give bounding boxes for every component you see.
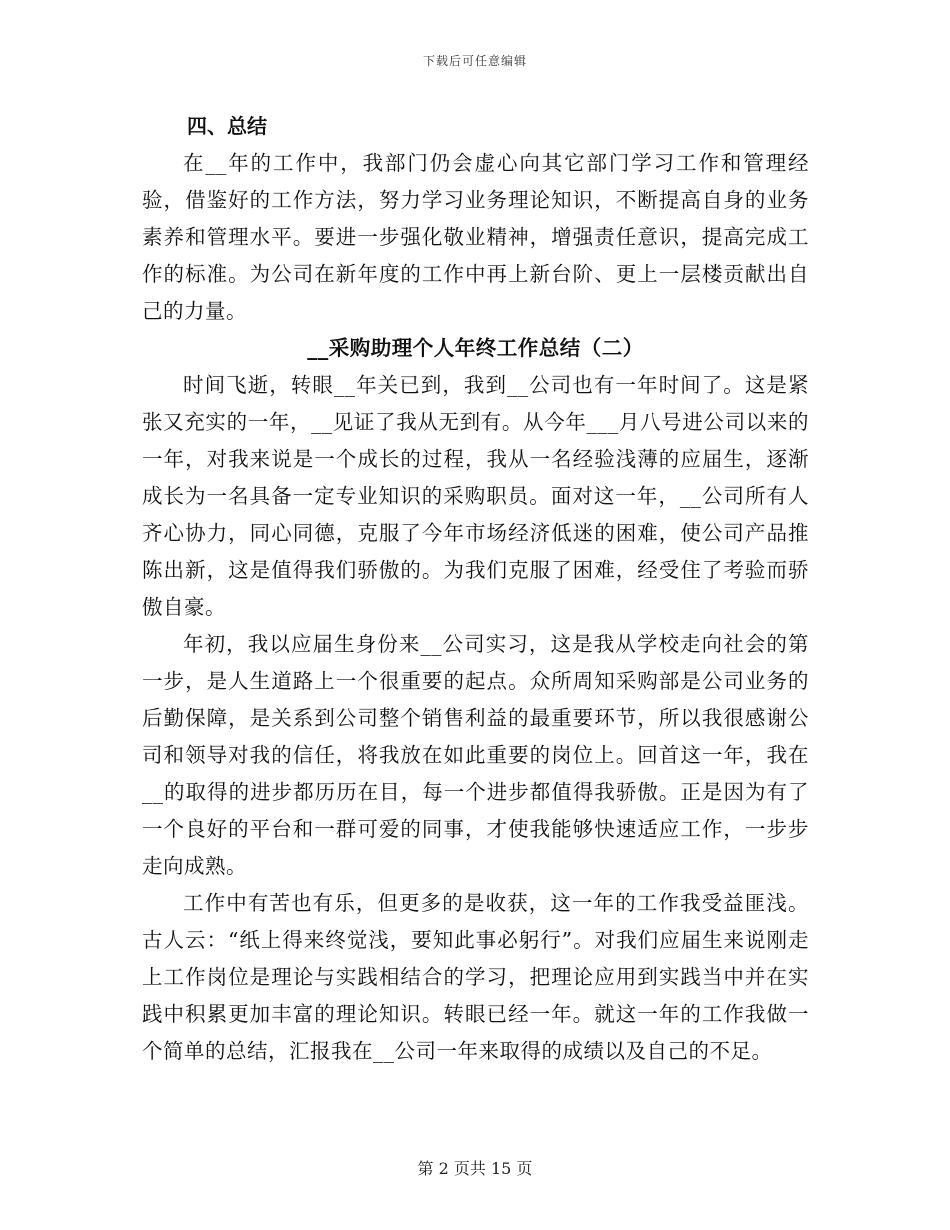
section-heading: 四、总结 [187, 114, 267, 138]
summary-paragraph: 在__年的工作中，我部门仍会虚心向其它部门学习工作和管理经验，借鉴好的工作方法，努力学习业务理论知识，不断提高自身的业务素养和管理水平。要进一步强化敬业精神，增强责任意识，提高完成工作的标准。为公司在新年度的工作中再上新台阶、更上一层楼贡献出自己的力量。 [142, 151, 809, 323]
body-paragraph: 年初，我以应届生身份来__公司实习，这是我从学校走向社会的第一步，是人生道路上一个很重要的起点。众所周知采购部是公司业务的后勤保障，是关系到公司整个销售利益的最重要环节，所以我很感谢公司和领导对我的信任，将我放在如此重要的岗位上。回首这一年，我在__的取得的进步都历历在目，每一个进步都值得我骄傲。正是因为有了一个良好的平台和一群可爱的同事，才使我能够快速适应工作，一步步走向成熟。 [142, 632, 809, 878]
page-footer: 第 2 页共 15 页 [417, 1159, 533, 1178]
article-title: __采购助理个人年终工作总结（二） [307, 336, 644, 360]
body-paragraph: 工作中有苦也有乐，但更多的是收获，这一年的工作我受益匪浅。古人云：“纸上得来终觉浅，要知此事必躬行”。对我们应届生来说刚走上工作岗位是理论与实践相结合的学习，把理论应用到实践当中并在实践中积累更加丰富的理论知识。转眼已经一年。就这一年的工作我做一个简单的总结，汇报我在__公司一年来取得的成绩以及自己的不足。 [142, 891, 809, 1063]
page-header: 下载后可任意编辑 [422, 54, 527, 68]
body-paragraph: 时间飞逝，转眼__年关已到，我到__公司也有一年时间了。这是紧张又充实的一年，__见证了我从无到有。从今年___月八号进公司以来的一年，对我来说是一个成长的过程，我从一名经验浅薄的应届生，逐渐成长为一名具备一定专业知识的采购职员。面对这一年，__公司所有人齐心协力，同心同德，克服了今年市场经济低迷的困难，使公司产品推陈出新，这是值得我们骄傲的。为我们克服了困难，经受住了考验而骄傲自豪。 [142, 373, 809, 619]
document-body [142, 108, 809, 1070]
